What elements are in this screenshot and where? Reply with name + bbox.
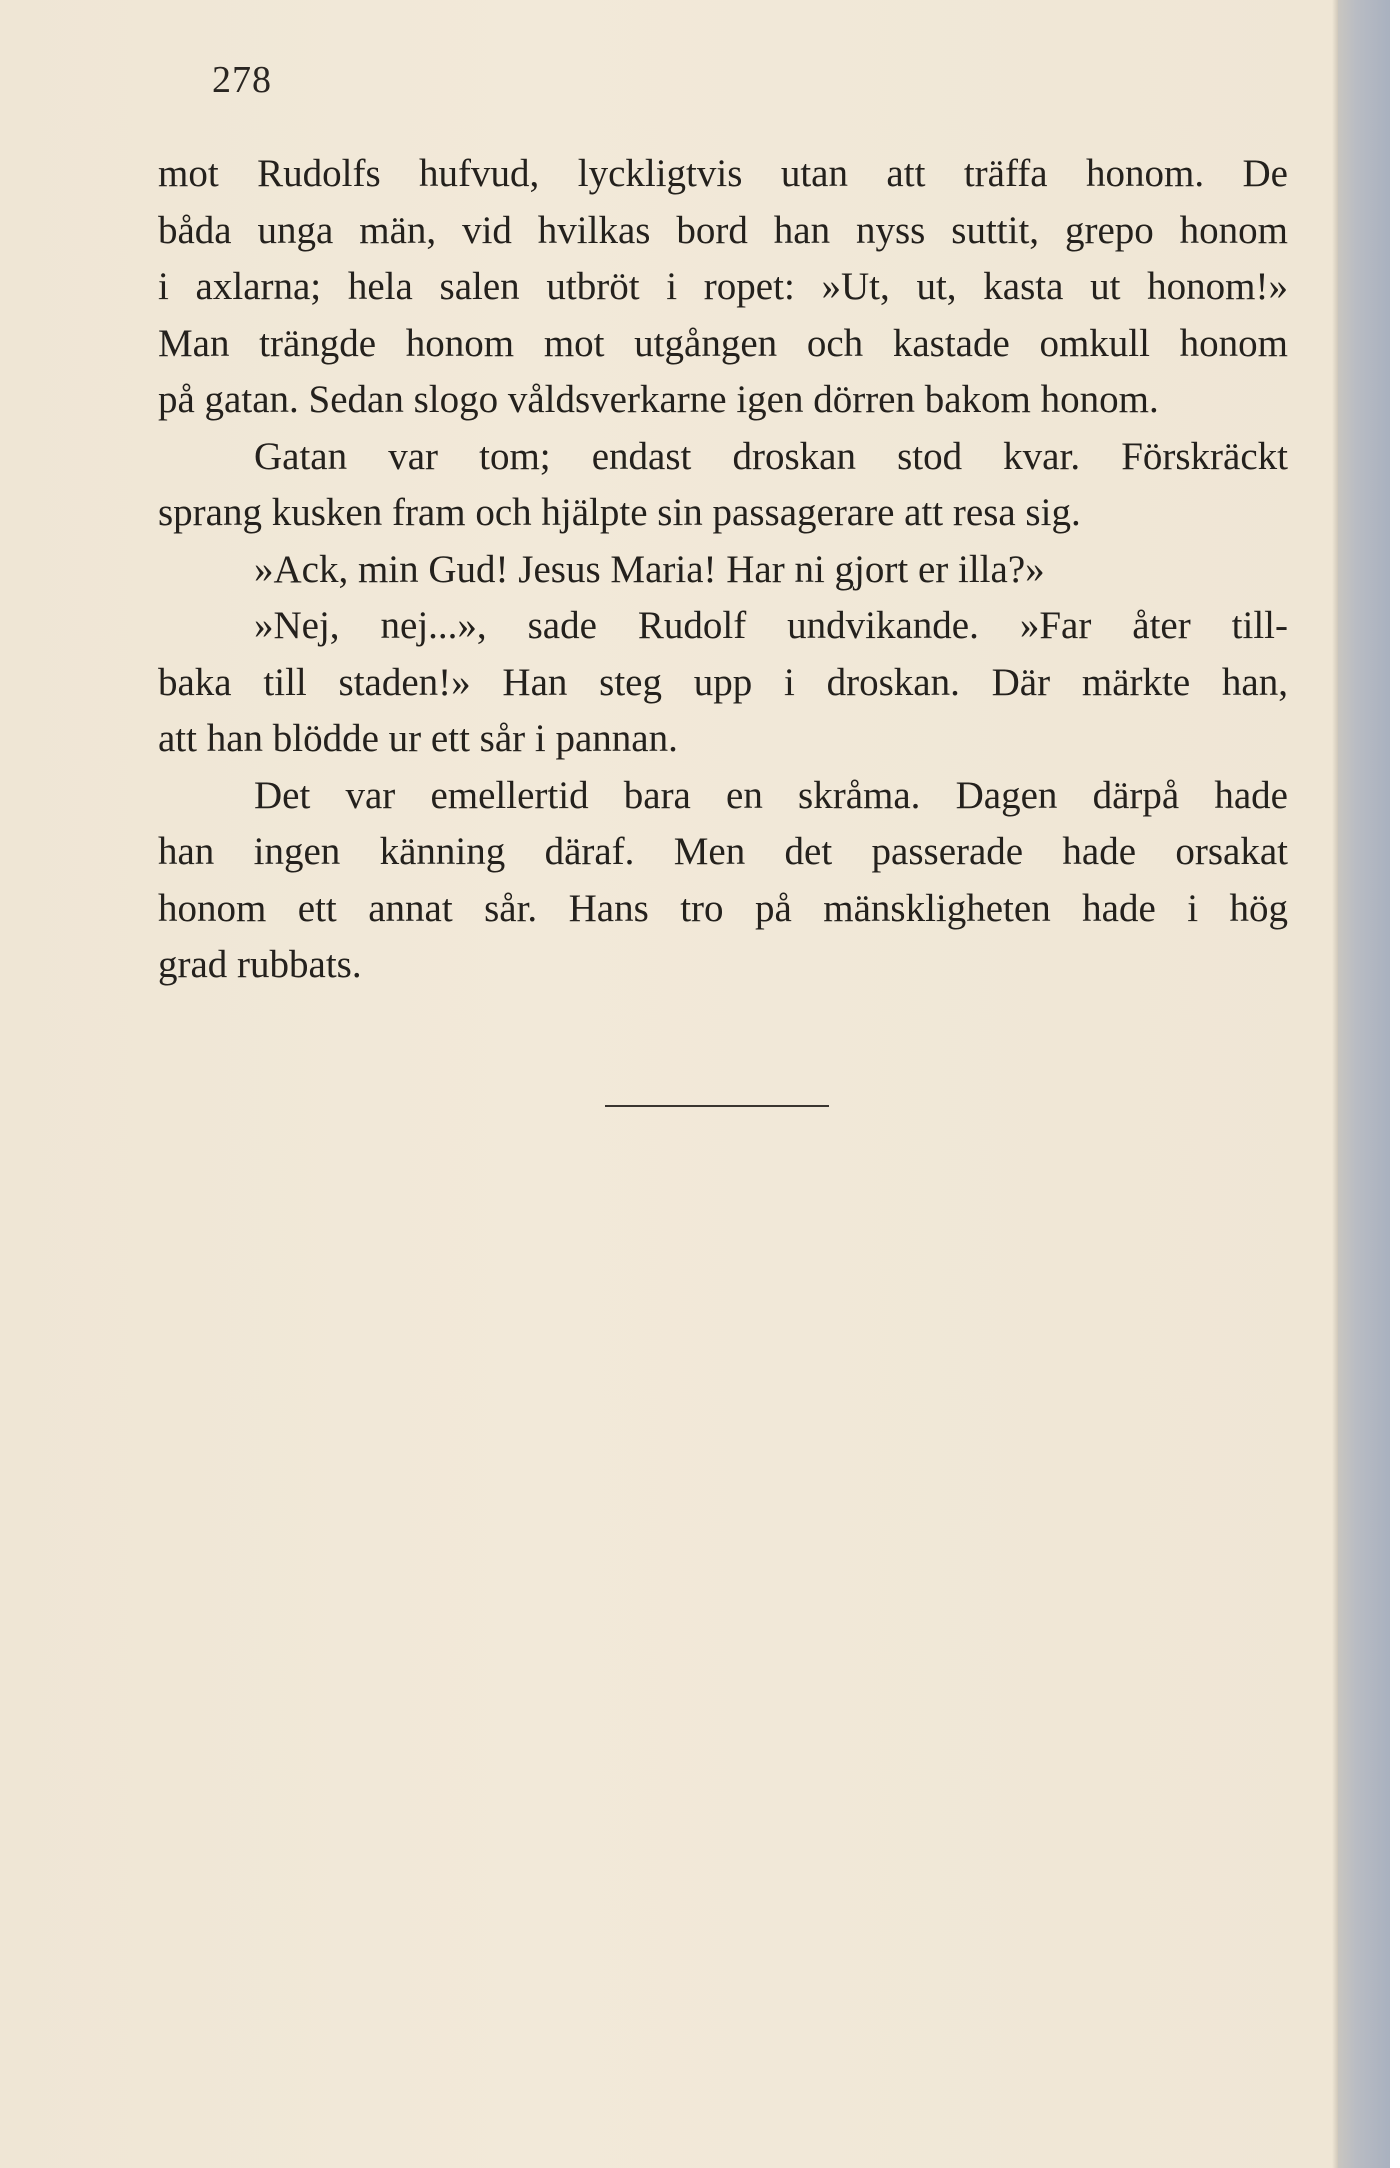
- section-divider-rule: [605, 1105, 829, 1107]
- text-line: Man trängde honom mot utgången och kastade omkull honom: [158, 321, 1288, 365]
- text-line: på gatan. Sedan slogo våldsverkarne igen dörren bakom honom.: [158, 378, 1159, 421]
- text-line: han ingen känning däraf. Men det passerade hade orsakat: [158, 830, 1288, 873]
- text-line: »Ack, min Gud! Jesus Maria! Har ni gjort er illa?»: [254, 547, 1045, 591]
- text-line: båda unga män, vid hvilkas bord han nyss suttit, grepo honom: [158, 208, 1288, 252]
- page-number: 278: [212, 59, 272, 101]
- text-line: Gatan var tom; endast droskan stod kvar. Förskräckt: [254, 434, 1288, 478]
- text-line: sprang kusken fram och hjälpte sin passagerare att resa sig.: [158, 491, 1081, 534]
- text-line: att han blödde ur ett sår i pannan.: [158, 717, 678, 760]
- text-line: baka till staden!» Han steg upp i droskan. Där märkte han,: [158, 660, 1288, 704]
- book-binding-edge: [1338, 0, 1390, 2168]
- text-line: honom ett annat sår. Hans tro på mänskligheten hade i hög: [158, 886, 1288, 930]
- text-line: i axlarna; hela salen utbröt i ropet: »Ut, ut, kasta ut honom!»: [158, 265, 1288, 308]
- body-text: [158, 146, 1288, 994]
- text-line: »Nej, nej...», sade Rudolf undvikande. »Far åter till-: [254, 604, 1288, 647]
- text-line: grad rubbats.: [158, 943, 362, 986]
- text-line: Det var emellertid bara en skråma. Dagen därpå hade: [254, 773, 1288, 817]
- text-line: mot Rudolfs hufvud, lyckligtvis utan att träffa honom. De: [158, 152, 1288, 195]
